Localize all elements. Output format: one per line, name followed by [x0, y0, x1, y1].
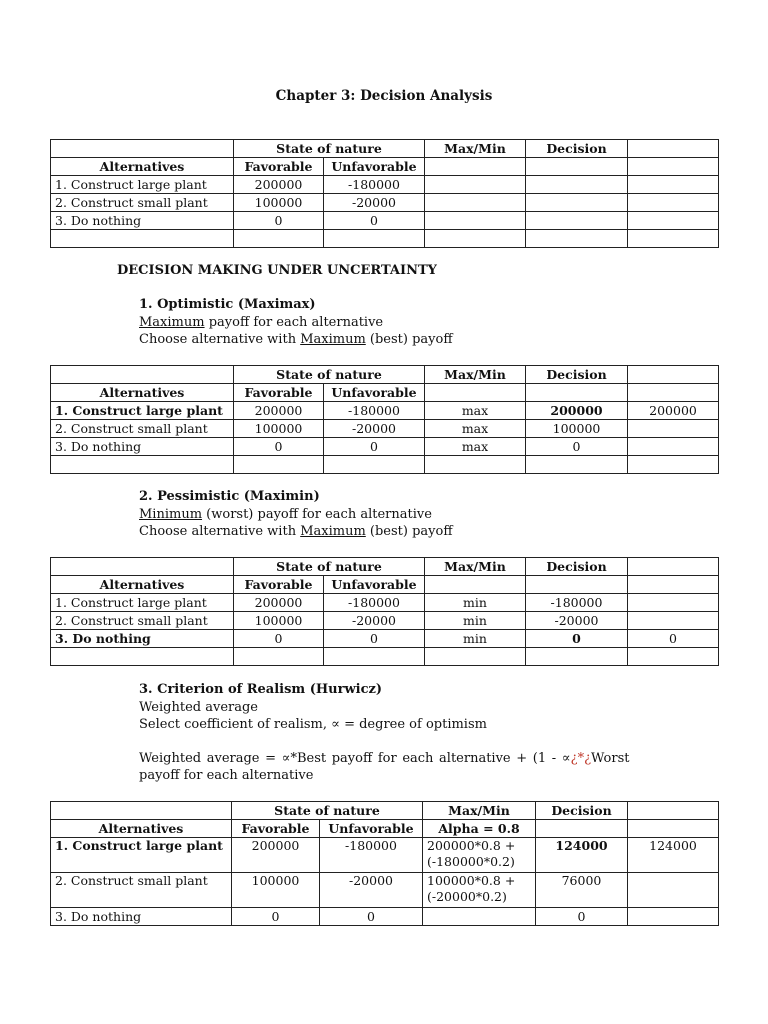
optimistic-line1: Maximum payoff for each alternative: [139, 315, 384, 330]
max-min-cell: min: [425, 594, 526, 612]
max-min-cell: max: [425, 402, 526, 420]
favorable-cell: 0: [234, 630, 324, 648]
alternative-cell: 3. Do nothing: [51, 438, 234, 456]
optimistic-heading: 1. Optimistic (Maximax): [139, 297, 316, 312]
max-min-cell: min: [425, 630, 526, 648]
favorable-cell: 0: [232, 908, 320, 926]
favorable-header: Favorable: [234, 158, 324, 176]
pessimistic-heading: 2. Pessimistic (Maximin): [139, 489, 320, 504]
optimistic-line2: Choose alternative with Maximum (best) payoff: [139, 332, 453, 347]
decision-header: Decision: [526, 140, 628, 158]
unfavorable-header: Unfavorable: [324, 158, 425, 176]
alternative-cell: 2. Construct small plant: [51, 420, 234, 438]
decision-cell: 76000: [536, 873, 628, 908]
alternative-cell: 1. Construct large plant: [51, 402, 234, 420]
unfavorable-cell: -180000: [324, 594, 425, 612]
favorable-cell: 100000: [234, 612, 324, 630]
table-row: [51, 873, 719, 908]
max-min-header: Max/Min: [423, 802, 536, 820]
decision-cell: 0: [536, 908, 628, 926]
alternative-cell: 1. Construct large plant: [51, 176, 234, 194]
formula-line2: payoff for each alternative: [139, 768, 314, 783]
decision-cell: 0: [526, 630, 628, 648]
table-row: [51, 402, 719, 420]
table-row: [51, 630, 719, 648]
table-row: [51, 908, 719, 926]
favorable-cell: 0: [234, 438, 324, 456]
unfavorable-header: Unfavorable: [324, 384, 425, 402]
max-min-cell: max: [425, 420, 526, 438]
realism-line1: Weighted average: [139, 700, 258, 715]
realism-table: [50, 801, 719, 926]
decision-header: Decision: [526, 558, 628, 576]
alternatives-header: Alternatives: [51, 384, 234, 402]
unfavorable-header: Unfavorable: [320, 820, 423, 838]
result-cell: 124000: [628, 838, 719, 873]
alternatives-header: Alternatives: [51, 820, 232, 838]
table-row: [51, 194, 719, 212]
formula-line1: Weighted average = ∝*Best payoff for each alternative + (1 - ∝¿*¿Worst: [139, 751, 630, 766]
favorable-cell: 200000: [234, 402, 324, 420]
state-of-nature-header: State of nature: [234, 140, 425, 158]
decision-cell: 200000: [526, 402, 628, 420]
weighted-calc-cell: 100000*0.8 + (-20000*0.2): [423, 873, 536, 908]
table-row: [51, 176, 719, 194]
base-payoff-table: [50, 139, 719, 248]
unfavorable-header: Unfavorable: [324, 576, 425, 594]
favorable-cell: 200000: [234, 176, 324, 194]
table-row: [51, 612, 719, 630]
decision-cell: 124000: [536, 838, 628, 873]
result-cell: [628, 873, 719, 908]
result-cell: [628, 594, 719, 612]
favorable-cell: 100000: [234, 194, 324, 212]
favorable-cell: 0: [234, 212, 324, 230]
result-cell: 0: [628, 630, 719, 648]
state-of-nature-header: State of nature: [234, 558, 425, 576]
unfavorable-cell: -20000: [324, 612, 425, 630]
favorable-header: Favorable: [234, 576, 324, 594]
max-min-cell: max: [425, 438, 526, 456]
result-cell: 200000: [628, 402, 719, 420]
table-row: [51, 420, 719, 438]
max-min-cell: min: [425, 612, 526, 630]
alternatives-header: Alternatives: [51, 158, 234, 176]
favorable-cell: 100000: [232, 873, 320, 908]
alternative-cell: 2. Construct small plant: [51, 194, 234, 212]
alternative-cell: 1. Construct large plant: [51, 594, 234, 612]
alternative-cell: 3. Do nothing: [51, 908, 232, 926]
unfavorable-cell: 0: [324, 630, 425, 648]
alternative-cell: 1. Construct large plant: [51, 838, 232, 873]
table-row: [51, 438, 719, 456]
decision-cell: -20000: [526, 612, 628, 630]
alternatives-header: Alternatives: [51, 576, 234, 594]
alternative-cell: 2. Construct small plant: [51, 612, 234, 630]
max-min-header: Max/Min: [425, 140, 526, 158]
state-of-nature-header: State of nature: [232, 802, 423, 820]
realism-heading: 3. Criterion of Realism (Hurwicz): [139, 682, 383, 697]
unfavorable-cell: -20000: [324, 194, 425, 212]
alpha-header: Alpha = 0.8: [423, 820, 536, 838]
pessimistic-line1: Minimum (worst) payoff for each alternative: [139, 507, 432, 522]
unfavorable-cell: 0: [324, 438, 425, 456]
result-cell: [628, 612, 719, 630]
table-row: [51, 212, 719, 230]
unfavorable-cell: -180000: [320, 838, 423, 873]
unfavorable-cell: -20000: [324, 420, 425, 438]
decision-cell: -180000: [526, 594, 628, 612]
alternative-cell: 3. Do nothing: [51, 630, 234, 648]
favorable-header: Favorable: [234, 384, 324, 402]
favorable-cell: 200000: [232, 838, 320, 873]
max-min-header: Max/Min: [425, 366, 526, 384]
optimistic-table: [50, 365, 719, 474]
decision-cell: 100000: [526, 420, 628, 438]
unfavorable-cell: 0: [324, 212, 425, 230]
favorable-header: Favorable: [232, 820, 320, 838]
pessimistic-line2: Choose alternative with Maximum (best) payoff: [139, 524, 453, 539]
alternative-cell: 2. Construct small plant: [51, 873, 232, 908]
unfavorable-cell: -180000: [324, 176, 425, 194]
favorable-cell: 100000: [234, 420, 324, 438]
unfavorable-cell: 0: [320, 908, 423, 926]
result-cell: [628, 438, 719, 456]
decision-header: Decision: [526, 366, 628, 384]
realism-line2: Select coefficient of realism, ∝ = degree of optimism: [139, 717, 487, 732]
pessimistic-table: [50, 557, 719, 666]
table-row: [51, 594, 719, 612]
page-title: Chapter 3: Decision Analysis: [275, 88, 493, 104]
decision-cell: 0: [526, 438, 628, 456]
weighted-calc-cell: 200000*0.8 + (-180000*0.2): [423, 838, 536, 873]
unfavorable-cell: -180000: [324, 402, 425, 420]
result-cell: [628, 420, 719, 438]
state-of-nature-header: State of nature: [234, 366, 425, 384]
max-min-header: Max/Min: [425, 558, 526, 576]
uncertainty-heading: DECISION MAKING UNDER UNCERTAINTY: [117, 263, 437, 278]
alternative-cell: 3. Do nothing: [51, 212, 234, 230]
table-row: [51, 838, 719, 873]
unfavorable-cell: -20000: [320, 873, 423, 908]
favorable-cell: 200000: [234, 594, 324, 612]
decision-header: Decision: [536, 802, 628, 820]
